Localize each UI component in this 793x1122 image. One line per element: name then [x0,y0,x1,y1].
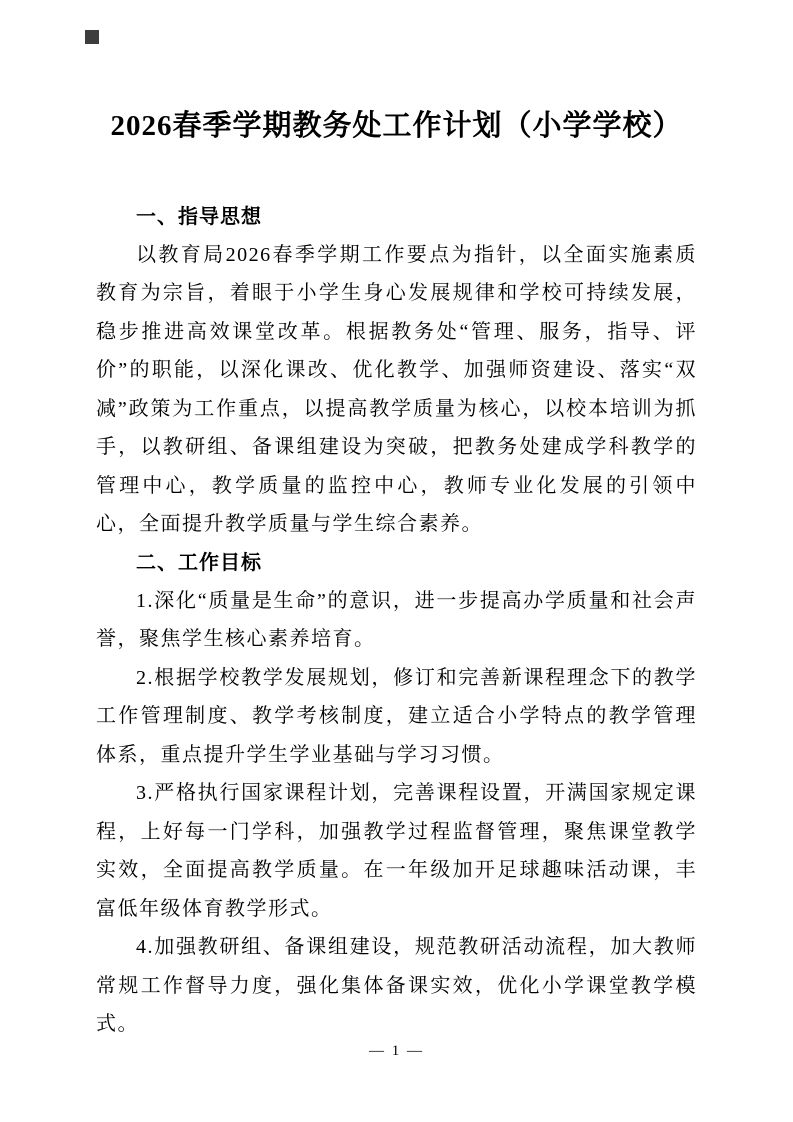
paragraph: 3.严格执行国家课程计划，完善课程设置，开满国家规定课程，上好每一门学科，加强教学过程监督管理，聚焦课堂教学实效，全面提高教学质量。在一年级加开足球趣味活动课，丰富低年级体育教学形式。 [96,782,697,920]
corner-mark [85,30,99,44]
paragraph: 以教育局2026春季学期工作要点为指针，以全面实施素质教育为宗旨，着眼于小学生身心发展规律和学校可持续发展，稳步推进高效课堂改革。根据教务处“管理、服务，指导、评价”的职能，以深化课改、优化教学、加强师资建设、落实“双减”政策为工作重点，以提高教学质量为核心，以校本培训为抓手，以教研组、备课组建设为突破，把教务处建成学科教学的管理中心，教学质量的监控中心，教师专业化发展的引领中心，全面提升教学质量与学生综合素养。 [96,243,697,536]
paragraph: 4.加强教研组、备课组建设，规范教研活动流程，加大教师常规工作督导力度，强化集体备课实效，优化小学课堂教学模式。 [96,936,697,1036]
paragraph: 1.深化“质量是生命”的意识，进一步提高办学质量和社会声誉，聚焦学生核心素养培育。 [96,589,697,651]
document-body [0,146,793,1044]
page-number: — 1 — [369,1043,424,1059]
section-heading-work-goals: 二、工作目标 [136,551,262,574]
section-heading-guiding-ideology: 一、指导思想 [136,205,262,228]
paragraph: 2.根据学校教学发展规划，修订和完善新课程理念下的教学工作管理制度、教学考核制度，建立适合小学特点的教学管理体系，重点提升学生学业基础与学习习惯。 [96,666,697,766]
document-title: 2026春季学期教务处工作计划（小学学校） [110,110,683,142]
